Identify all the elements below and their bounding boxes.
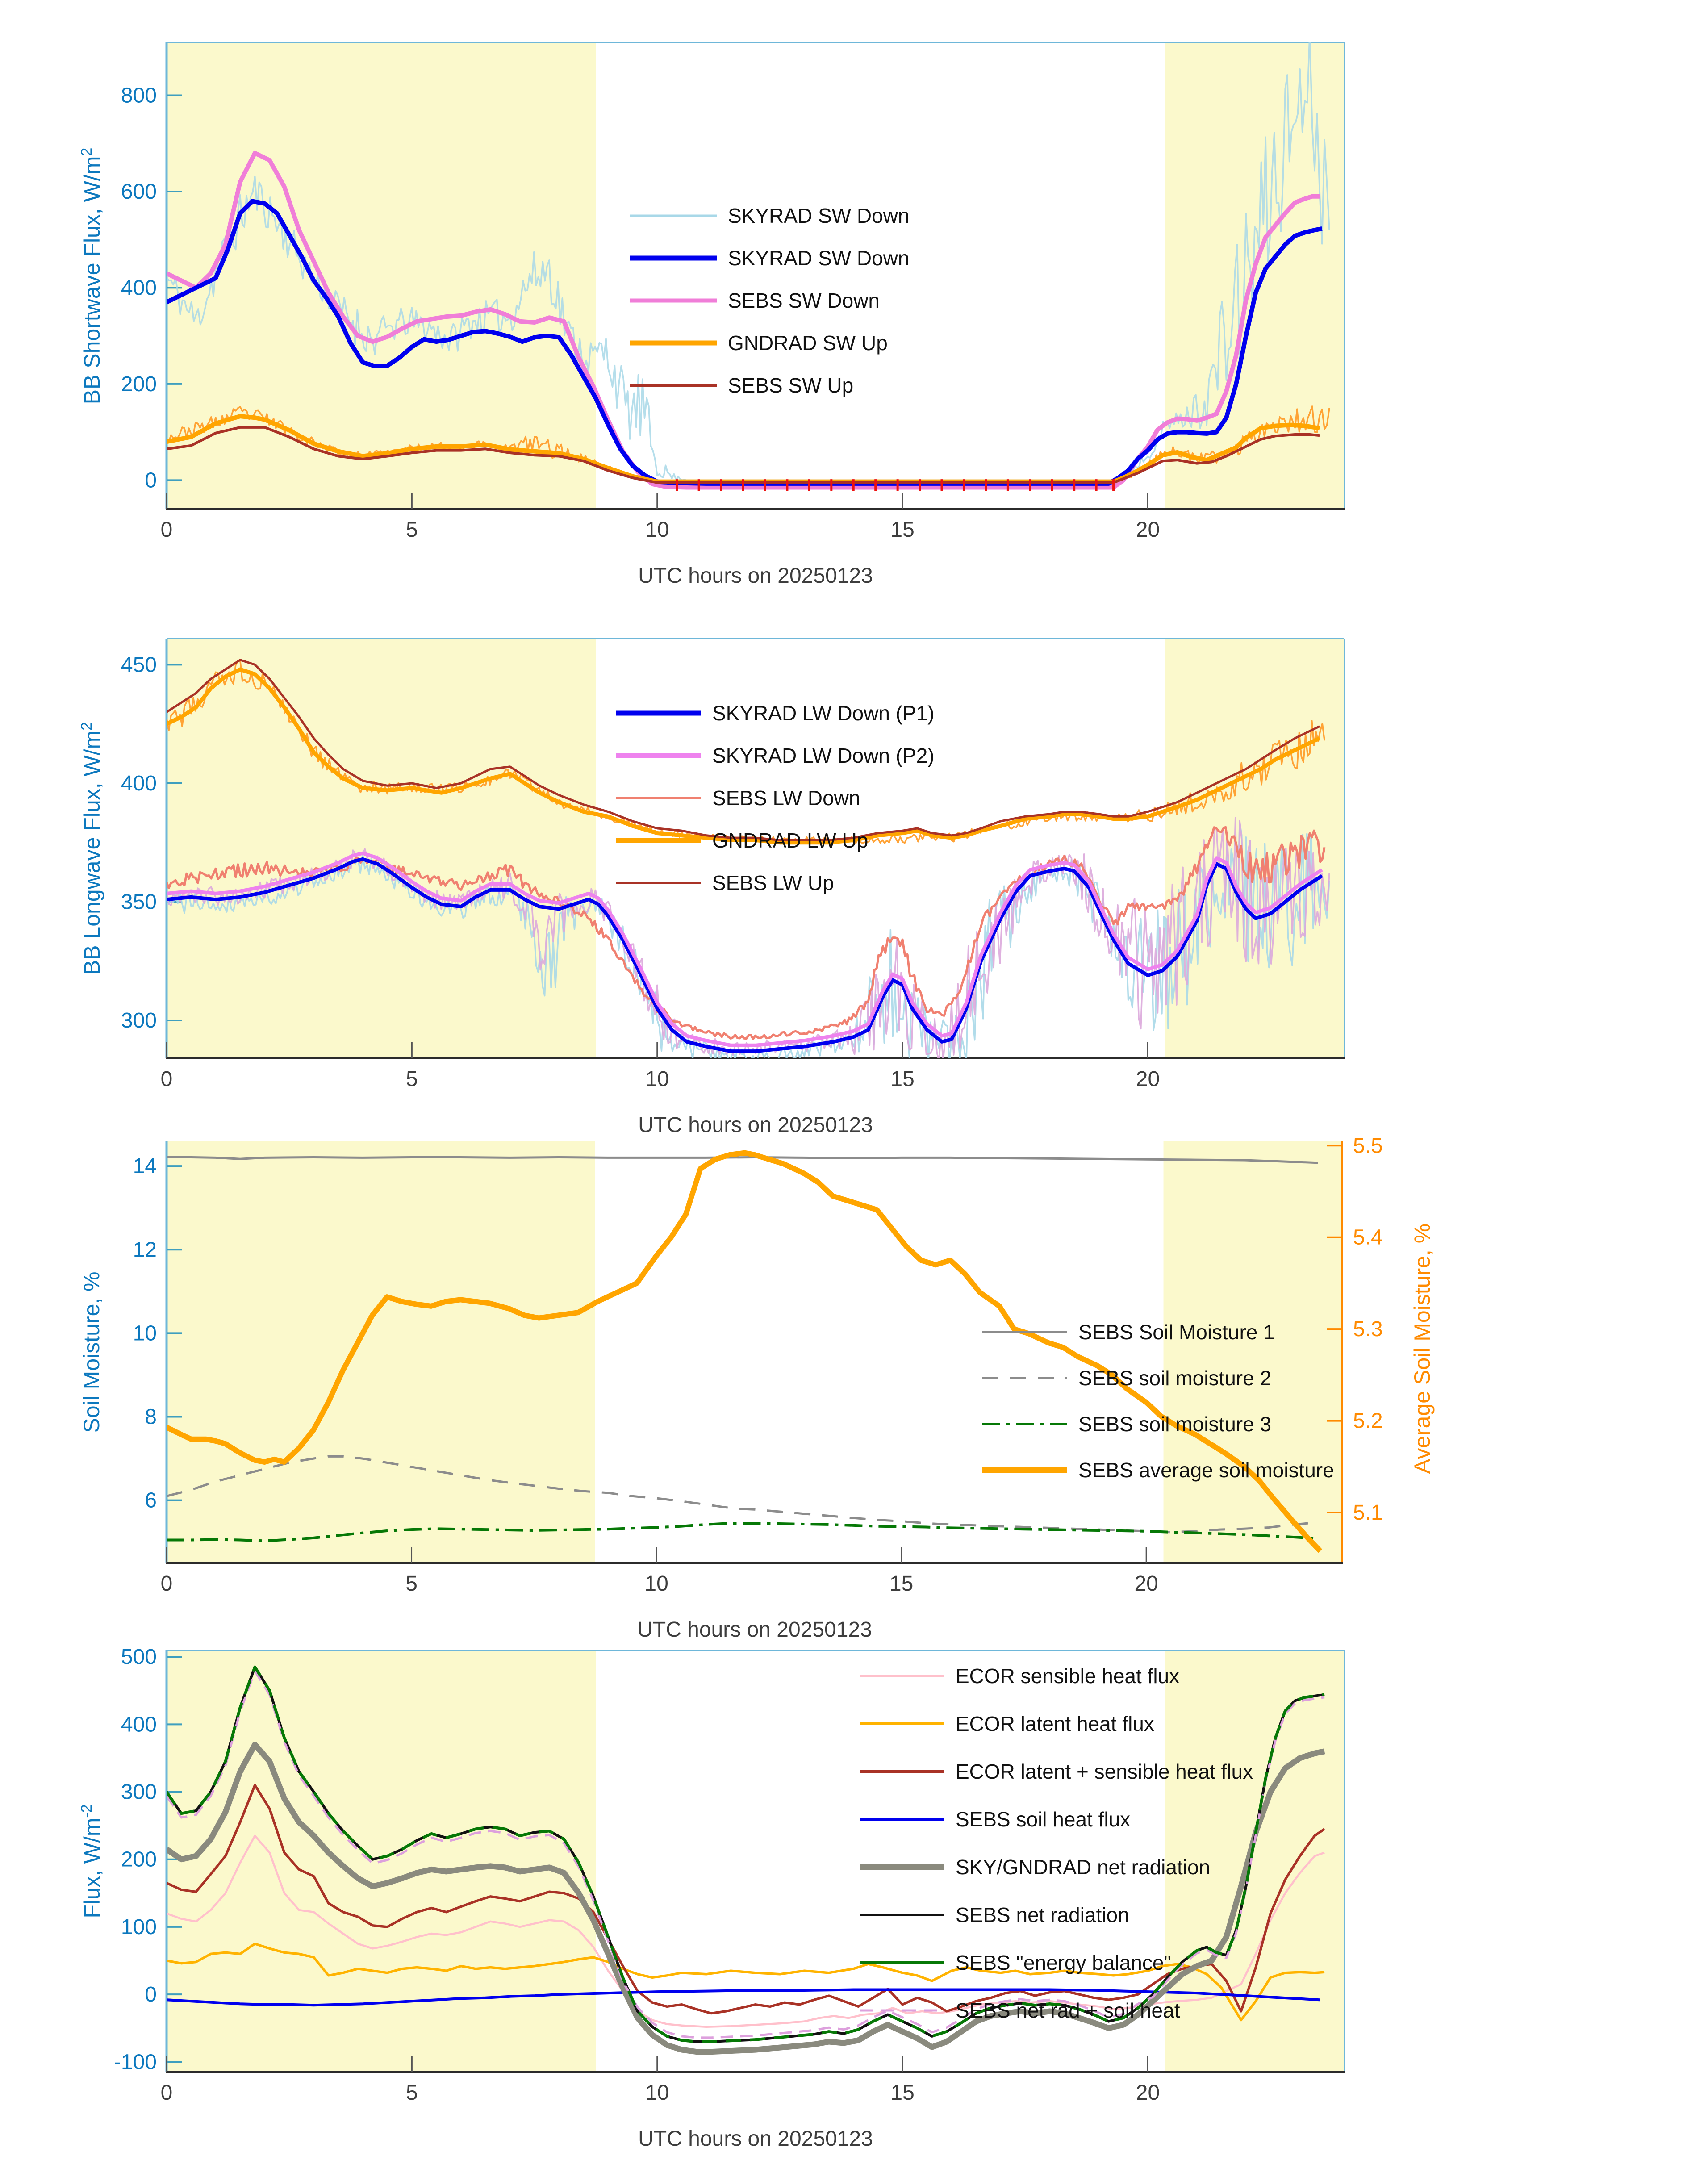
x-tick-label: 20 <box>1134 1572 1158 1596</box>
x-tick-label: 5 <box>406 2081 418 2105</box>
legend-item-ecor-sensible-heat-flux <box>860 1664 1179 1688</box>
legend-label: SEBS soil moisture 2 <box>1078 1366 1272 1390</box>
legend-item-sebs-sw-up <box>630 374 853 397</box>
y-tick-label: 8 <box>145 1405 157 1429</box>
y-tick-label: 450 <box>121 653 157 677</box>
legend-label: SEBS LW Up <box>712 871 834 894</box>
panel-longwave <box>121 639 1345 1091</box>
x-tick-label: 15 <box>890 518 915 542</box>
y-axis-label-flux: Flux, $W/m^{-2}$ <box>78 1804 104 1918</box>
y-tick-label-right: 5.1 <box>1353 1501 1383 1525</box>
legend-label: ECOR latent + sensible heat flux <box>956 1760 1253 1783</box>
legend-shortwave <box>630 204 909 397</box>
y-tick-label: 350 <box>121 890 157 914</box>
x-tick-label: 15 <box>890 2081 915 2105</box>
legend-label: SEBS SW Down <box>728 289 880 312</box>
y-tick-label: 400 <box>121 771 157 795</box>
legend-label: SKYRAD SW Down <box>728 247 910 270</box>
x-tick-label: 10 <box>644 1572 668 1596</box>
legend-item-skyrad-lw-down-p2- <box>616 744 935 767</box>
legend-item-skyrad-sw-down <box>630 247 909 270</box>
legend-label: SEBS net radiation <box>956 1903 1129 1926</box>
legend-longwave <box>616 702 935 894</box>
x-tick-label: 0 <box>160 1067 173 1091</box>
x-tick-label: 5 <box>406 1067 418 1091</box>
y-tick-label: 12 <box>133 1238 157 1262</box>
legend-item-ecor-latent-sensible-heat-flux <box>860 1760 1253 1783</box>
legend-item-sebs-soil-moisture-1 <box>982 1320 1275 1344</box>
legend-label: SKYRAD LW Down (P2) <box>712 744 935 767</box>
x-axis-label-shortwave: UTC hours on 20250123 <box>638 564 873 588</box>
daylight-band <box>1165 639 1344 1058</box>
y-tick-label: 600 <box>121 180 157 204</box>
legend-item-sebs-lw-down <box>616 786 860 810</box>
legend-item-skyrad-sw-down <box>630 204 909 227</box>
legend-item-sebs-soil-moisture-2 <box>982 1366 1271 1390</box>
legend-item-gndrad-sw-up <box>630 331 888 355</box>
legend-label: SEBS "energy balance" <box>956 1951 1171 1974</box>
x-tick-label: 5 <box>406 518 418 542</box>
legend-item-sebs-soil-heat-flux <box>860 1808 1130 1831</box>
x-tick-label: 0 <box>160 1572 173 1596</box>
legend-label: ECOR latent heat flux <box>956 1712 1154 1735</box>
y-tick-label-right: 5.5 <box>1353 1134 1383 1158</box>
daylight-band <box>167 42 596 509</box>
legend-label: ECOR sensible heat flux <box>956 1664 1180 1688</box>
x-axis-label-soil-moisture: UTC hours on 20250123 <box>637 1618 872 1642</box>
legend-label: SKYRAD LW Down (P1) <box>712 702 935 725</box>
y-tick-label: 10 <box>133 1321 157 1345</box>
y-axis-label-longwave-sup: 2 <box>78 722 96 731</box>
daylight-band <box>167 1141 595 1563</box>
y-tick-label-right: 5.3 <box>1353 1317 1383 1341</box>
y-tick-label: 100 <box>121 1915 157 1939</box>
y-tick-label: 400 <box>121 276 157 300</box>
y-tick-label: 400 <box>121 1713 157 1737</box>
x-tick-label: 10 <box>645 518 669 542</box>
x-tick-label: 15 <box>890 1067 915 1091</box>
legend-item-ecor-latent-heat-flux <box>860 1712 1154 1735</box>
x-tick-label: 15 <box>889 1572 914 1596</box>
x-axis-label-longwave: UTC hours on 20250123 <box>638 1113 873 1137</box>
x-tick-label: 20 <box>1136 518 1160 542</box>
y-tick-label: 300 <box>121 1780 157 1804</box>
x-tick-label: 0 <box>160 518 173 542</box>
legend-label: GNDRAD LW Up <box>712 829 869 852</box>
x-tick-label: 10 <box>645 1067 669 1091</box>
legend-item-skyrad-lw-down-p1- <box>616 702 935 725</box>
y-tick-label: -100 <box>113 2050 157 2074</box>
daylight-band <box>1164 1141 1342 1563</box>
y-tick-label-right: 5.4 <box>1353 1225 1383 1249</box>
y-tick-label: 0 <box>145 1983 157 2007</box>
legend-label: SEBS soil heat flux <box>956 1808 1131 1831</box>
y-axis-label-avg-soil-moisture: Average Soil Moisture, % <box>1410 1223 1435 1474</box>
x-axis-label-flux: UTC hours on 20250123 <box>638 2127 873 2151</box>
y-tick-label: 6 <box>145 1488 157 1513</box>
legend-label: SKYRAD SW Down <box>728 204 910 227</box>
y-axis-label-longwave: BB Longwave Flux, $W/m^2$ <box>78 722 104 975</box>
legend-item-sebs-average-soil-moisture <box>982 1458 1334 1482</box>
legend-label: SEBS LW Down <box>712 786 860 810</box>
legend-label: SKY/GNDRAD net radiation <box>956 1855 1211 1879</box>
x-tick-label: 5 <box>405 1572 418 1596</box>
y-axis-label-soil-moisture: Soil Moisture, % <box>79 1271 104 1433</box>
legend-item-sebs-energy-balance- <box>860 1951 1171 1974</box>
legend-item-sky-gndrad-net-radiation <box>860 1855 1210 1879</box>
panel-energy-flux <box>114 1645 1345 2105</box>
x-tick-label: 20 <box>1136 2081 1160 2105</box>
y-tick-label: 200 <box>121 372 157 396</box>
legend-label: SEBS net rad + soil heat <box>956 1999 1180 2022</box>
legend-label: SEBS SW Up <box>728 374 854 397</box>
legend-label: SEBS soil moisture 3 <box>1078 1412 1272 1436</box>
legend-item-sebs-soil-moisture-3 <box>982 1412 1271 1436</box>
x-tick-label: 0 <box>160 2081 173 2105</box>
y-tick-label: 200 <box>121 1847 157 1872</box>
y-tick-label-right: 5.2 <box>1353 1409 1383 1433</box>
y-tick-label: 800 <box>121 84 157 108</box>
x-tick-label: 10 <box>645 2081 669 2105</box>
x-tick-label: 20 <box>1136 1067 1160 1091</box>
y-tick-label: 500 <box>121 1645 157 1669</box>
y-axis-label-shortwave: BB Shortwave Flux, $W/m^2$ <box>78 147 104 405</box>
legend-item-sebs-lw-up <box>616 871 834 894</box>
legend-item-sebs-sw-down <box>630 289 880 312</box>
legend-label: SEBS Soil Moisture 1 <box>1078 1320 1275 1344</box>
y-tick-label: 300 <box>121 1009 157 1033</box>
panel-shortwave <box>121 32 1345 542</box>
legend-label: SEBS average soil moisture <box>1078 1458 1334 1482</box>
legend-item-sebs-net-radiation <box>860 1903 1129 1926</box>
daylight-band <box>167 639 596 1058</box>
y-axis-label-flux-sup: -2 <box>78 1804 96 1818</box>
y-tick-label: 0 <box>145 468 157 493</box>
panel-soil-moisture <box>133 1134 1383 1596</box>
legend-label: GNDRAD SW Up <box>728 331 888 355</box>
y-axis-label-shortwave-sup: 2 <box>78 147 96 156</box>
y-tick-label: 14 <box>133 1154 157 1178</box>
